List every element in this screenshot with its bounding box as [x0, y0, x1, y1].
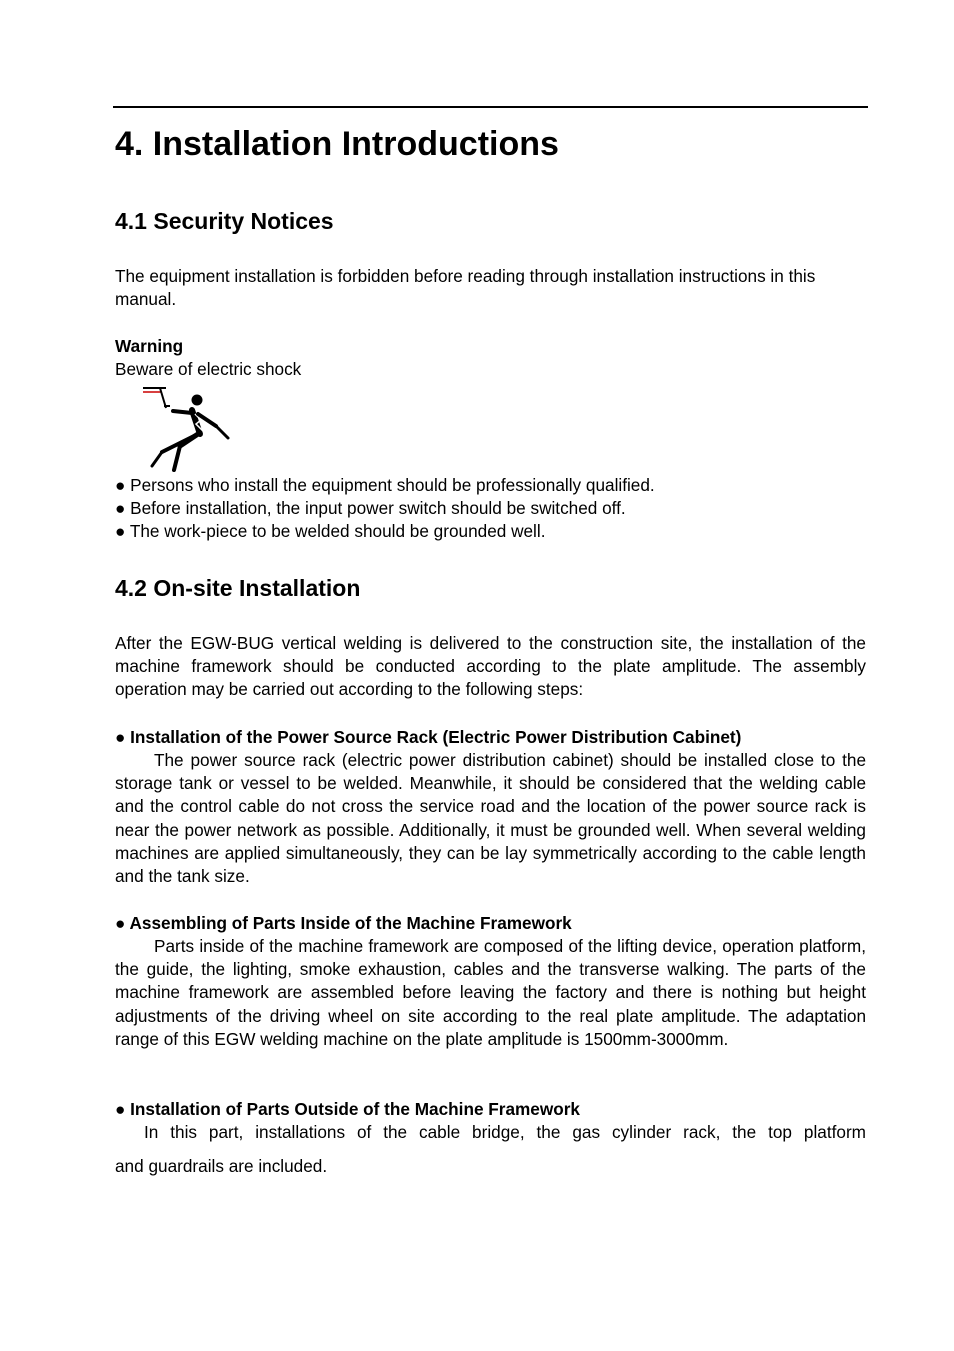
bullet-item: ● Before installation, the input power switch should be switched off.: [115, 498, 626, 518]
item-title-inside-framework: ● Assembling of Parts Inside of the Machine Framework: [115, 913, 572, 933]
item-title-outside-framework: ● Installation of Parts Outside of the Machine Framework: [115, 1099, 580, 1119]
item-body-outside-framework: In this part, installations of the cable bridge, the gas cylinder rack, the top platform: [144, 1122, 866, 1142]
item-title-power-source-rack: ● Installation of the Power Source Rack (Electric Power Distribution Cabinet): [115, 727, 742, 747]
section-heading-on-site-installation: 4.2 On-site Installation: [115, 575, 361, 601]
section-heading-security-notices: 4.1 Security Notices: [115, 208, 334, 234]
warning-text: Beware of electric shock: [115, 359, 302, 379]
warning-label: Warning: [115, 336, 184, 356]
bullet-item: ● The work-piece to be welded should be grounded well.: [115, 521, 546, 541]
electric-shock-hazard-icon: [140, 384, 232, 472]
chapter-title: 4. Installation Introductions: [115, 125, 559, 163]
item-body-outside-framework-last-line: and guardrails are included.: [115, 1156, 328, 1176]
on-site-intro: After the EGW-BUG vertical welding is delivered to the construction site, the installation of the machine framework should be conducted according to the plate amplitude. The assembly operation may be carried out according to the following steps:: [115, 633, 866, 700]
bullet-item: ● Persons who install the equipment should be professionally qualified.: [115, 475, 655, 495]
item-body-inside-framework: Parts inside of the machine framework are composed of the lifting device, operation platform, the guide, the lighting, smoke exhaustion, cables and the transverse walking. The parts of the machine framework are assembled before leaving the factory and there is nothing but height adjustments of the driving wheel on site according to the real plate amplitude. The adaptation range of this EGW welding machine on the plate amplitude is 1500mm-3000mm.: [115, 936, 866, 1049]
header-rule: [113, 106, 868, 108]
item-body-power-source-rack: The power source rack (electric power distribution cabinet) should be installed close to the storage tank or vessel to be welded. Meanwhile, it should be considered that the welding cable and the control cable do not cross the service road and the location of the power source rack is near the power network as possible. Additionally, it must be grounded well. When several welding machines are applied simultaneously, they can be lay symmetrically according to the cable length and the tank size.: [115, 750, 866, 887]
security-intro: The equipment installation is forbidden before reading through installation instructions in this manual.: [115, 266, 816, 310]
